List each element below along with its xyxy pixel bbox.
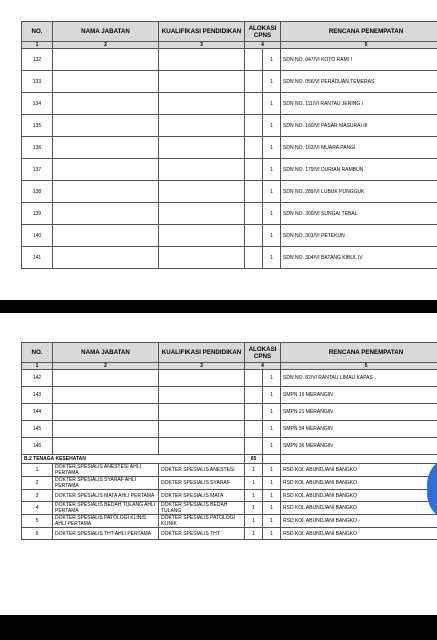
table-row bbox=[22, 528, 437, 540]
empty-cell bbox=[53, 137, 159, 159]
jumlah-cell: 1 bbox=[245, 502, 263, 515]
table-row bbox=[22, 502, 437, 515]
kualifikasi-cell: DOKTER SPESIALIS THT bbox=[159, 528, 245, 540]
alokasi-cell: 1 bbox=[263, 93, 281, 115]
row-number: 133 bbox=[22, 71, 53, 93]
row-number: 132 bbox=[22, 49, 53, 71]
rencana-cell: SDN NO. 301/VI PETEKUN bbox=[281, 225, 437, 247]
header-kualifikasi: KUALIFIKASI PENDIDIKAN bbox=[159, 343, 245, 363]
empty-cell bbox=[53, 438, 159, 455]
table-row bbox=[22, 421, 437, 438]
row-number: 141 bbox=[22, 247, 53, 269]
col-number: 5 bbox=[281, 363, 437, 370]
row-number: 1 bbox=[22, 464, 53, 477]
empty-cell bbox=[53, 159, 159, 181]
rencana-cell: RSD KOL ABUNDJANI BANGKO bbox=[281, 490, 437, 502]
rencana-cell: SDN NO. 056/VI PERADUAN TEMERAS bbox=[281, 71, 437, 93]
row-number: 2 bbox=[22, 477, 53, 490]
empty-cell bbox=[159, 247, 245, 269]
kualifikasi-cell: DOKTER SPESIALIS SYARAF bbox=[159, 477, 245, 490]
col-number: 4 bbox=[245, 42, 281, 49]
page-separator bbox=[0, 615, 437, 640]
empty-cell bbox=[245, 49, 263, 71]
rencana-cell: RSD KOL ABUNDJANI BANGKO bbox=[281, 515, 437, 528]
rencana-cell: SDN NO. 179/VI DURIAN RAMBUN bbox=[281, 159, 437, 181]
table-row bbox=[22, 49, 437, 71]
empty-cell bbox=[159, 370, 245, 387]
header-nama-jabatan: NAMA JABATAN bbox=[53, 22, 159, 42]
empty-cell bbox=[245, 247, 263, 269]
section-total: 65 bbox=[245, 455, 263, 464]
header-alokasi: ALOKASI CPNS bbox=[245, 343, 281, 363]
rencana-cell: SMPN 36 MERANGIN bbox=[281, 438, 437, 455]
table-row bbox=[22, 247, 437, 269]
empty-cell bbox=[245, 387, 263, 404]
row-number: 136 bbox=[22, 137, 53, 159]
alokasi-cell: 1 bbox=[263, 387, 281, 404]
empty-cell bbox=[53, 370, 159, 387]
empty-cell bbox=[159, 49, 245, 71]
empty-cell bbox=[245, 225, 263, 247]
rencana-cell: SDN NO. 163/VI MUARA PANGI bbox=[281, 137, 437, 159]
rencana-cell: RSD KOL ABUNDJANI BANGKO bbox=[281, 464, 437, 477]
empty-cell bbox=[245, 93, 263, 115]
row-number: 3 bbox=[22, 490, 53, 502]
row-number: 4 bbox=[22, 502, 53, 515]
row-number: 6 bbox=[22, 528, 53, 540]
col-number: 5 bbox=[281, 42, 437, 49]
placement-table-page-1 bbox=[21, 21, 437, 269]
header-alokasi: ALOKASI CPNS bbox=[245, 22, 281, 42]
table-row bbox=[22, 225, 437, 247]
empty-cell bbox=[159, 93, 245, 115]
table-row bbox=[22, 490, 437, 502]
header-rencana: RENCANA PENEMPATAN bbox=[281, 22, 437, 42]
jumlah-cell: 1 bbox=[245, 528, 263, 540]
table-row bbox=[22, 515, 437, 528]
alokasi-cell: 1 bbox=[263, 464, 281, 477]
rencana-cell: SMPN 21 MERANGIN bbox=[281, 404, 437, 421]
row-number: 134 bbox=[22, 93, 53, 115]
empty-cell bbox=[53, 181, 159, 203]
header-kualifikasi: KUALIFIKASI PENDIDIKAN bbox=[159, 22, 245, 42]
section-row-tenaga-kesehatan bbox=[22, 455, 437, 464]
row-number: 137 bbox=[22, 159, 53, 181]
table-row bbox=[22, 438, 437, 455]
empty-cell bbox=[53, 404, 159, 421]
row-number: 5 bbox=[22, 515, 53, 528]
empty-cell bbox=[159, 159, 245, 181]
alokasi-cell: 1 bbox=[263, 502, 281, 515]
rencana-cell: SMPN 16 MERANGIN bbox=[281, 387, 437, 404]
jabatan-cell: DOKTER SPESIALIS PATOLOGI KLINIS AHLI PERTAMA bbox=[53, 515, 159, 528]
empty-cell bbox=[159, 203, 245, 225]
kualifikasi-cell: DOKTER SPESIALIS MATA bbox=[159, 490, 245, 502]
empty-cell bbox=[245, 137, 263, 159]
empty-cell bbox=[159, 225, 245, 247]
alokasi-cell: 1 bbox=[263, 115, 281, 137]
empty-cell bbox=[245, 370, 263, 387]
table-header-row bbox=[22, 343, 437, 363]
table-row bbox=[22, 115, 437, 137]
col-number: 2 bbox=[53, 42, 159, 49]
column-number-row bbox=[22, 363, 437, 370]
table-row bbox=[22, 71, 437, 93]
rencana-cell: RSD KOL ABUNDJANI BANGKO bbox=[281, 502, 437, 515]
empty-cell bbox=[159, 438, 245, 455]
col-number: 2 bbox=[53, 363, 159, 370]
table-row bbox=[22, 181, 437, 203]
empty-cell bbox=[159, 181, 245, 203]
jumlah-cell: 1 bbox=[245, 490, 263, 502]
empty-cell bbox=[159, 387, 245, 404]
empty-cell bbox=[53, 421, 159, 438]
empty-cell bbox=[245, 203, 263, 225]
empty-cell bbox=[53, 203, 159, 225]
rencana-cell: SDN NO. 82/VI RANTAU LIMAU KAPAS bbox=[281, 370, 437, 387]
alokasi-cell: 1 bbox=[263, 438, 281, 455]
rencana-cell: SDN NO. 300/VI SUNGAI TEBAL bbox=[281, 203, 437, 225]
col-number: 1 bbox=[22, 363, 53, 370]
alokasi-cell: 1 bbox=[263, 203, 281, 225]
empty-cell bbox=[245, 404, 263, 421]
empty-cell bbox=[281, 455, 437, 464]
alokasi-cell: 1 bbox=[263, 181, 281, 203]
alokasi-cell: 1 bbox=[263, 477, 281, 490]
col-number: 3 bbox=[159, 42, 245, 49]
header-nama-jabatan: NAMA JABATAN bbox=[53, 343, 159, 363]
table-row bbox=[22, 159, 437, 181]
jabatan-cell: DOKTER SPESIALIS ANESTESI AHLI PERTAMA bbox=[53, 464, 159, 477]
table-header-row bbox=[22, 22, 437, 42]
empty-cell bbox=[53, 49, 159, 71]
table-row bbox=[22, 477, 437, 490]
empty-cell bbox=[245, 181, 263, 203]
row-number: 144 bbox=[22, 404, 53, 421]
row-number: 139 bbox=[22, 203, 53, 225]
empty-cell bbox=[53, 93, 159, 115]
row-number: 135 bbox=[22, 115, 53, 137]
empty-cell bbox=[245, 115, 263, 137]
alokasi-cell: 1 bbox=[263, 490, 281, 502]
jabatan-cell: DOKTER SPESIALIS BEDAH TULANG AHLI PERTAMA bbox=[53, 502, 159, 515]
jumlah-cell: 1 bbox=[245, 464, 263, 477]
row-number: 143 bbox=[22, 387, 53, 404]
document-page-2 bbox=[0, 313, 437, 615]
alokasi-cell: 1 bbox=[263, 370, 281, 387]
empty-cell bbox=[263, 455, 281, 464]
section-label: B.2 TENAGA KESEHATAN bbox=[22, 455, 245, 464]
alokasi-cell: 1 bbox=[263, 225, 281, 247]
kualifikasi-cell: DOKTER SPESIALIS BEDAH TULANG bbox=[159, 502, 245, 515]
empty-cell bbox=[53, 71, 159, 93]
rencana-cell: SDN NO. 304/VI BATANG KIBUL IV bbox=[281, 247, 437, 269]
empty-cell bbox=[159, 137, 245, 159]
empty-cell bbox=[159, 421, 245, 438]
column-number-row bbox=[22, 42, 437, 49]
alokasi-cell: 1 bbox=[263, 421, 281, 438]
row-number: 142 bbox=[22, 370, 53, 387]
empty-cell bbox=[245, 421, 263, 438]
rencana-cell: SDN NO. 289/VI LUBUK PUNGGUK bbox=[281, 181, 437, 203]
jabatan-cell: DOKTER SPESIALIS THT AHLI PERTAMA bbox=[53, 528, 159, 540]
header-no: NO. bbox=[22, 343, 53, 363]
alokasi-cell: 1 bbox=[263, 404, 281, 421]
alokasi-cell: 1 bbox=[263, 515, 281, 528]
alokasi-cell: 1 bbox=[263, 159, 281, 181]
table-row bbox=[22, 370, 437, 387]
table-row bbox=[22, 464, 437, 477]
col-number: 3 bbox=[159, 363, 245, 370]
alokasi-cell: 1 bbox=[263, 49, 281, 71]
table-row bbox=[22, 93, 437, 115]
empty-cell bbox=[245, 438, 263, 455]
jabatan-cell: DOKTER SPESIALIS SYARAF AHLI PERTAMA bbox=[53, 477, 159, 490]
kualifikasi-cell: DOKTER SPESIALIS ANESTESI bbox=[159, 464, 245, 477]
document-page-1 bbox=[0, 0, 437, 300]
row-number: 145 bbox=[22, 421, 53, 438]
alokasi-cell: 1 bbox=[263, 247, 281, 269]
page-separator bbox=[0, 300, 437, 313]
col-number: 4 bbox=[245, 363, 281, 370]
row-number: 146 bbox=[22, 438, 53, 455]
empty-cell bbox=[159, 404, 245, 421]
rencana-cell: SDN NO. 047/VI KOTO RAMI I bbox=[281, 49, 437, 71]
empty-cell bbox=[159, 115, 245, 137]
table-row bbox=[22, 404, 437, 421]
alokasi-cell: 1 bbox=[263, 528, 281, 540]
alokasi-cell: 1 bbox=[263, 71, 281, 93]
table-row bbox=[22, 137, 437, 159]
rencana-cell: RSD KOL ABUNDJANI BANGKO bbox=[281, 528, 437, 540]
kualifikasi-cell: DOKTER SPESIALIS PATOLOGI KLINIK bbox=[159, 515, 245, 528]
rencana-cell: RSD KOL ABUNDJANI BANGKO bbox=[281, 477, 437, 490]
empty-cell bbox=[159, 71, 245, 93]
empty-cell bbox=[53, 225, 159, 247]
row-number: 140 bbox=[22, 225, 53, 247]
col-number: 1 bbox=[22, 42, 53, 49]
jabatan-cell: DOKTER SPESIALIS MATA AHLI PERTAMA bbox=[53, 490, 159, 502]
header-no: NO. bbox=[22, 22, 53, 42]
alokasi-cell: 1 bbox=[263, 137, 281, 159]
rencana-cell: SDN NO. 160/VI PASAR MASURAI III bbox=[281, 115, 437, 137]
rencana-cell: SDN NO. 111/VI RANTAU JERING I bbox=[281, 93, 437, 115]
jumlah-cell: 1 bbox=[245, 515, 263, 528]
header-rencana: RENCANA PENEMPATAN bbox=[281, 343, 437, 363]
jumlah-cell: 1 bbox=[245, 477, 263, 490]
empty-cell bbox=[53, 247, 159, 269]
table-row bbox=[22, 387, 437, 404]
empty-cell bbox=[245, 159, 263, 181]
empty-cell bbox=[53, 115, 159, 137]
empty-cell bbox=[245, 71, 263, 93]
rencana-cell: SMPN 34 MERANGIN bbox=[281, 421, 437, 438]
row-number: 138 bbox=[22, 181, 53, 203]
table-row bbox=[22, 203, 437, 225]
placement-table-page-2 bbox=[21, 342, 437, 540]
empty-cell bbox=[53, 387, 159, 404]
